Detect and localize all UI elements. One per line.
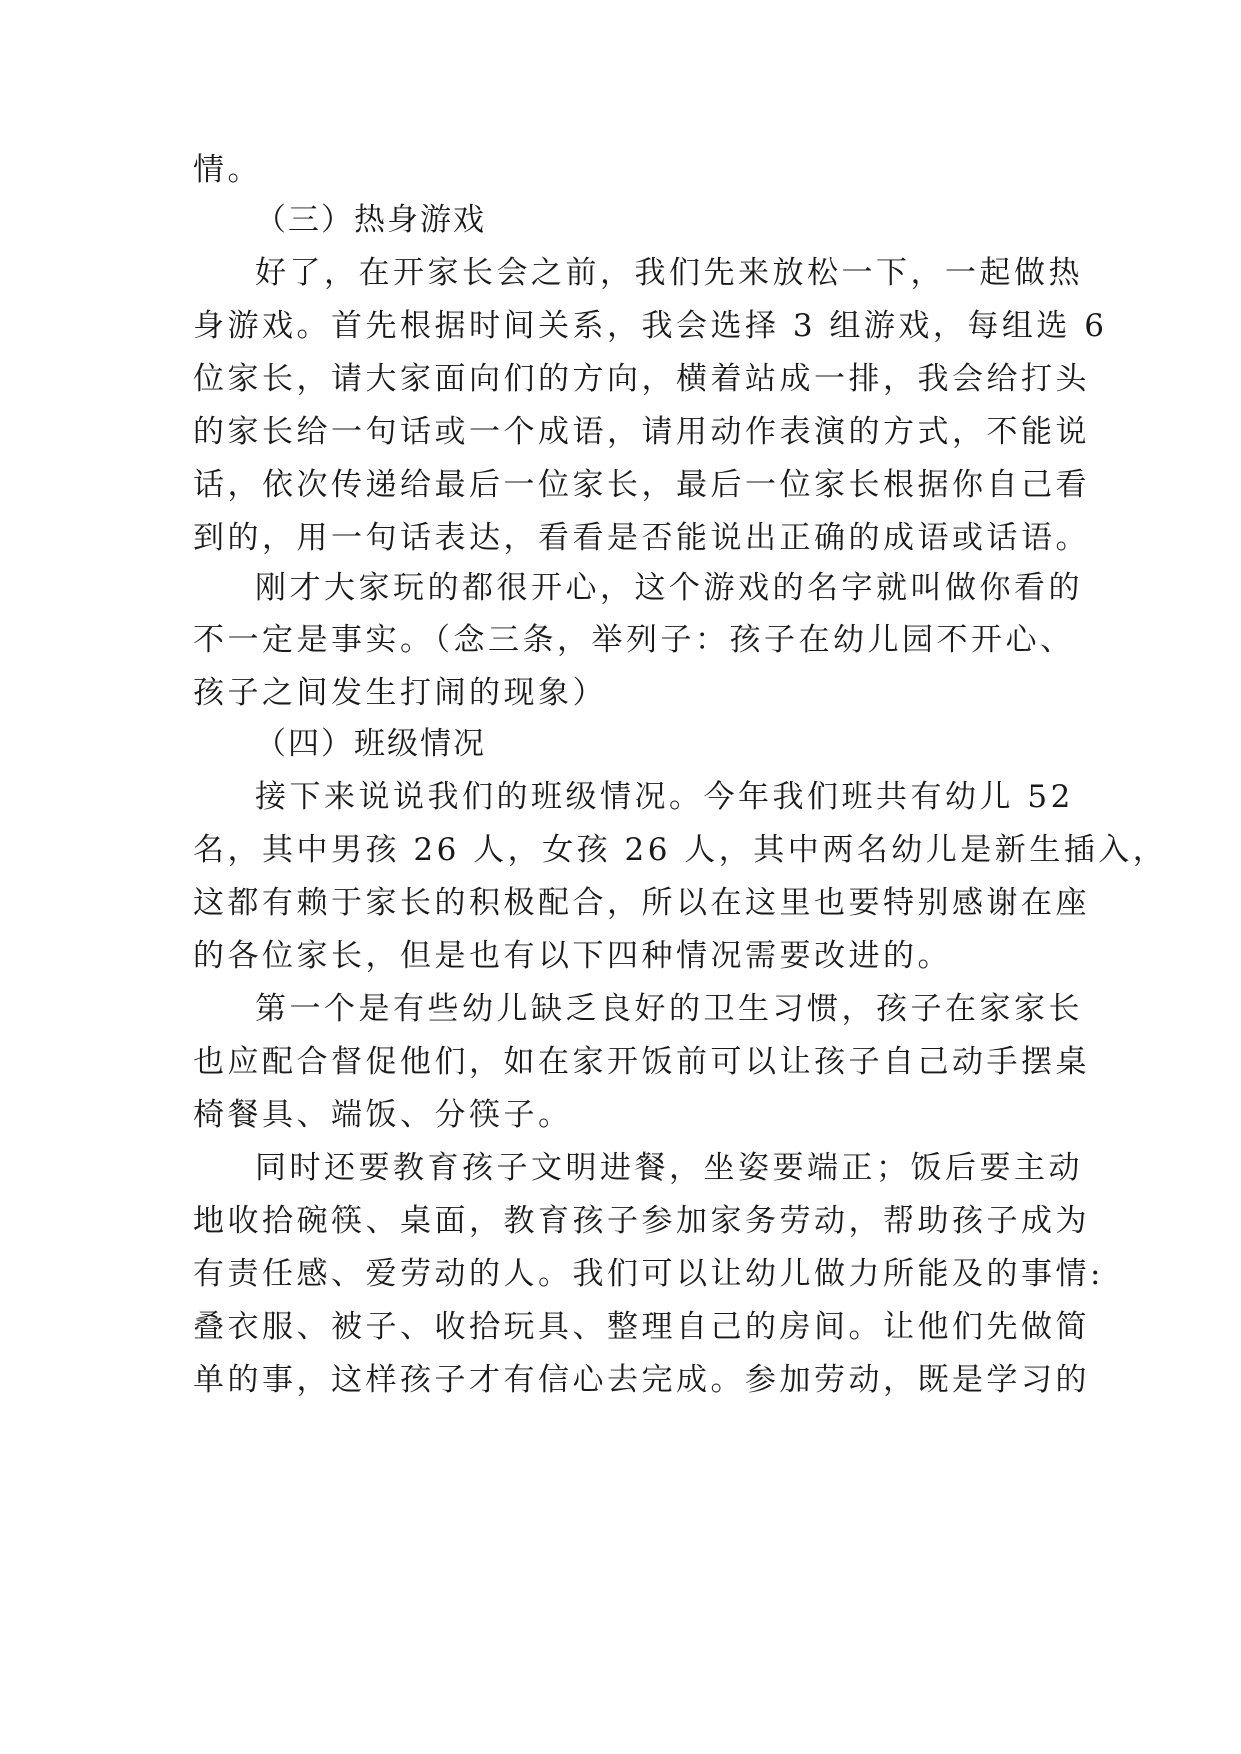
- paragraph-line: 不一定是事实。（念三条，举列子：孩子在幼儿园不开心、: [193, 622, 1075, 658]
- paragraph-line: 的家长给一句话或一个成语，请用动作表演的方式，不能说: [193, 414, 1090, 450]
- section-heading-class-status: （四）班级情况: [255, 726, 486, 762]
- section-heading-warmup-game: （三）热身游戏: [255, 202, 486, 238]
- paragraph-line: 到的，用一句话表达，看看是否能说出正确的成语或话语。: [193, 520, 1090, 556]
- paragraph-line: 接下来说说我们的班级情况。今年我们班共有幼儿 52: [255, 779, 1074, 815]
- paragraph-line: 也应配合督促他们，如在家开饭前可以让孩子自己动手摆桌: [193, 1044, 1090, 1080]
- paragraph-line: 这都有赖于家长的积极配合，所以在这里也要特别感谢在座: [193, 885, 1090, 921]
- paragraph-line: 身游戏。首先根据时间关系，我会选择 3 组游戏，每组选 6: [193, 308, 1108, 344]
- paragraph-line: 话，依次传递给最后一位家长，最后一位家长根据你自己看: [193, 467, 1090, 503]
- paragraph-line: 地收拾碗筷、桌面，教育孩子参加家务劳动，帮助孩子成为: [193, 1203, 1090, 1239]
- paragraph-line: 单的事，这样孩子才有信心去完成。参加劳动，既是学习的: [193, 1362, 1090, 1398]
- paragraph-line: 的各位家长，但是也有以下四种情况需要改进的。: [193, 938, 952, 974]
- paragraph-line: 孩子之间发生打闹的现象）: [193, 675, 607, 711]
- paragraph-line: 刚才大家玩的都很开心，这个游戏的名字就叫做你看的: [255, 570, 1083, 606]
- paragraph-line: 名，其中男孩 26 人，女孩 26 人，其中两名幼儿是新生插入，: [193, 832, 1168, 868]
- paragraph-line: 同时还要教育孩子文明进餐，坐姿要端正；饭后要主动: [255, 1150, 1083, 1186]
- paragraph-line: 情。: [193, 152, 262, 188]
- paragraph-line: 叠衣服、被子、收拾玩具、整理自己的房间。让他们先做简: [193, 1309, 1090, 1345]
- paragraph-line: 第一个是有些幼儿缺乏良好的卫生习惯，孩子在家家长: [255, 991, 1083, 1027]
- paragraph-line: 椅餐具、端饭、分筷子。: [193, 1097, 573, 1133]
- paragraph-line: 好了，在开家长会之前，我们先来放松一下，一起做热: [255, 255, 1083, 291]
- paragraph-line: 位家长，请大家面向们的方向，横着站成一排，我会给打头: [193, 361, 1090, 397]
- paragraph-line: 有责任感、爱劳动的人。我们可以让幼儿做力所能及的事情:: [193, 1256, 1104, 1292]
